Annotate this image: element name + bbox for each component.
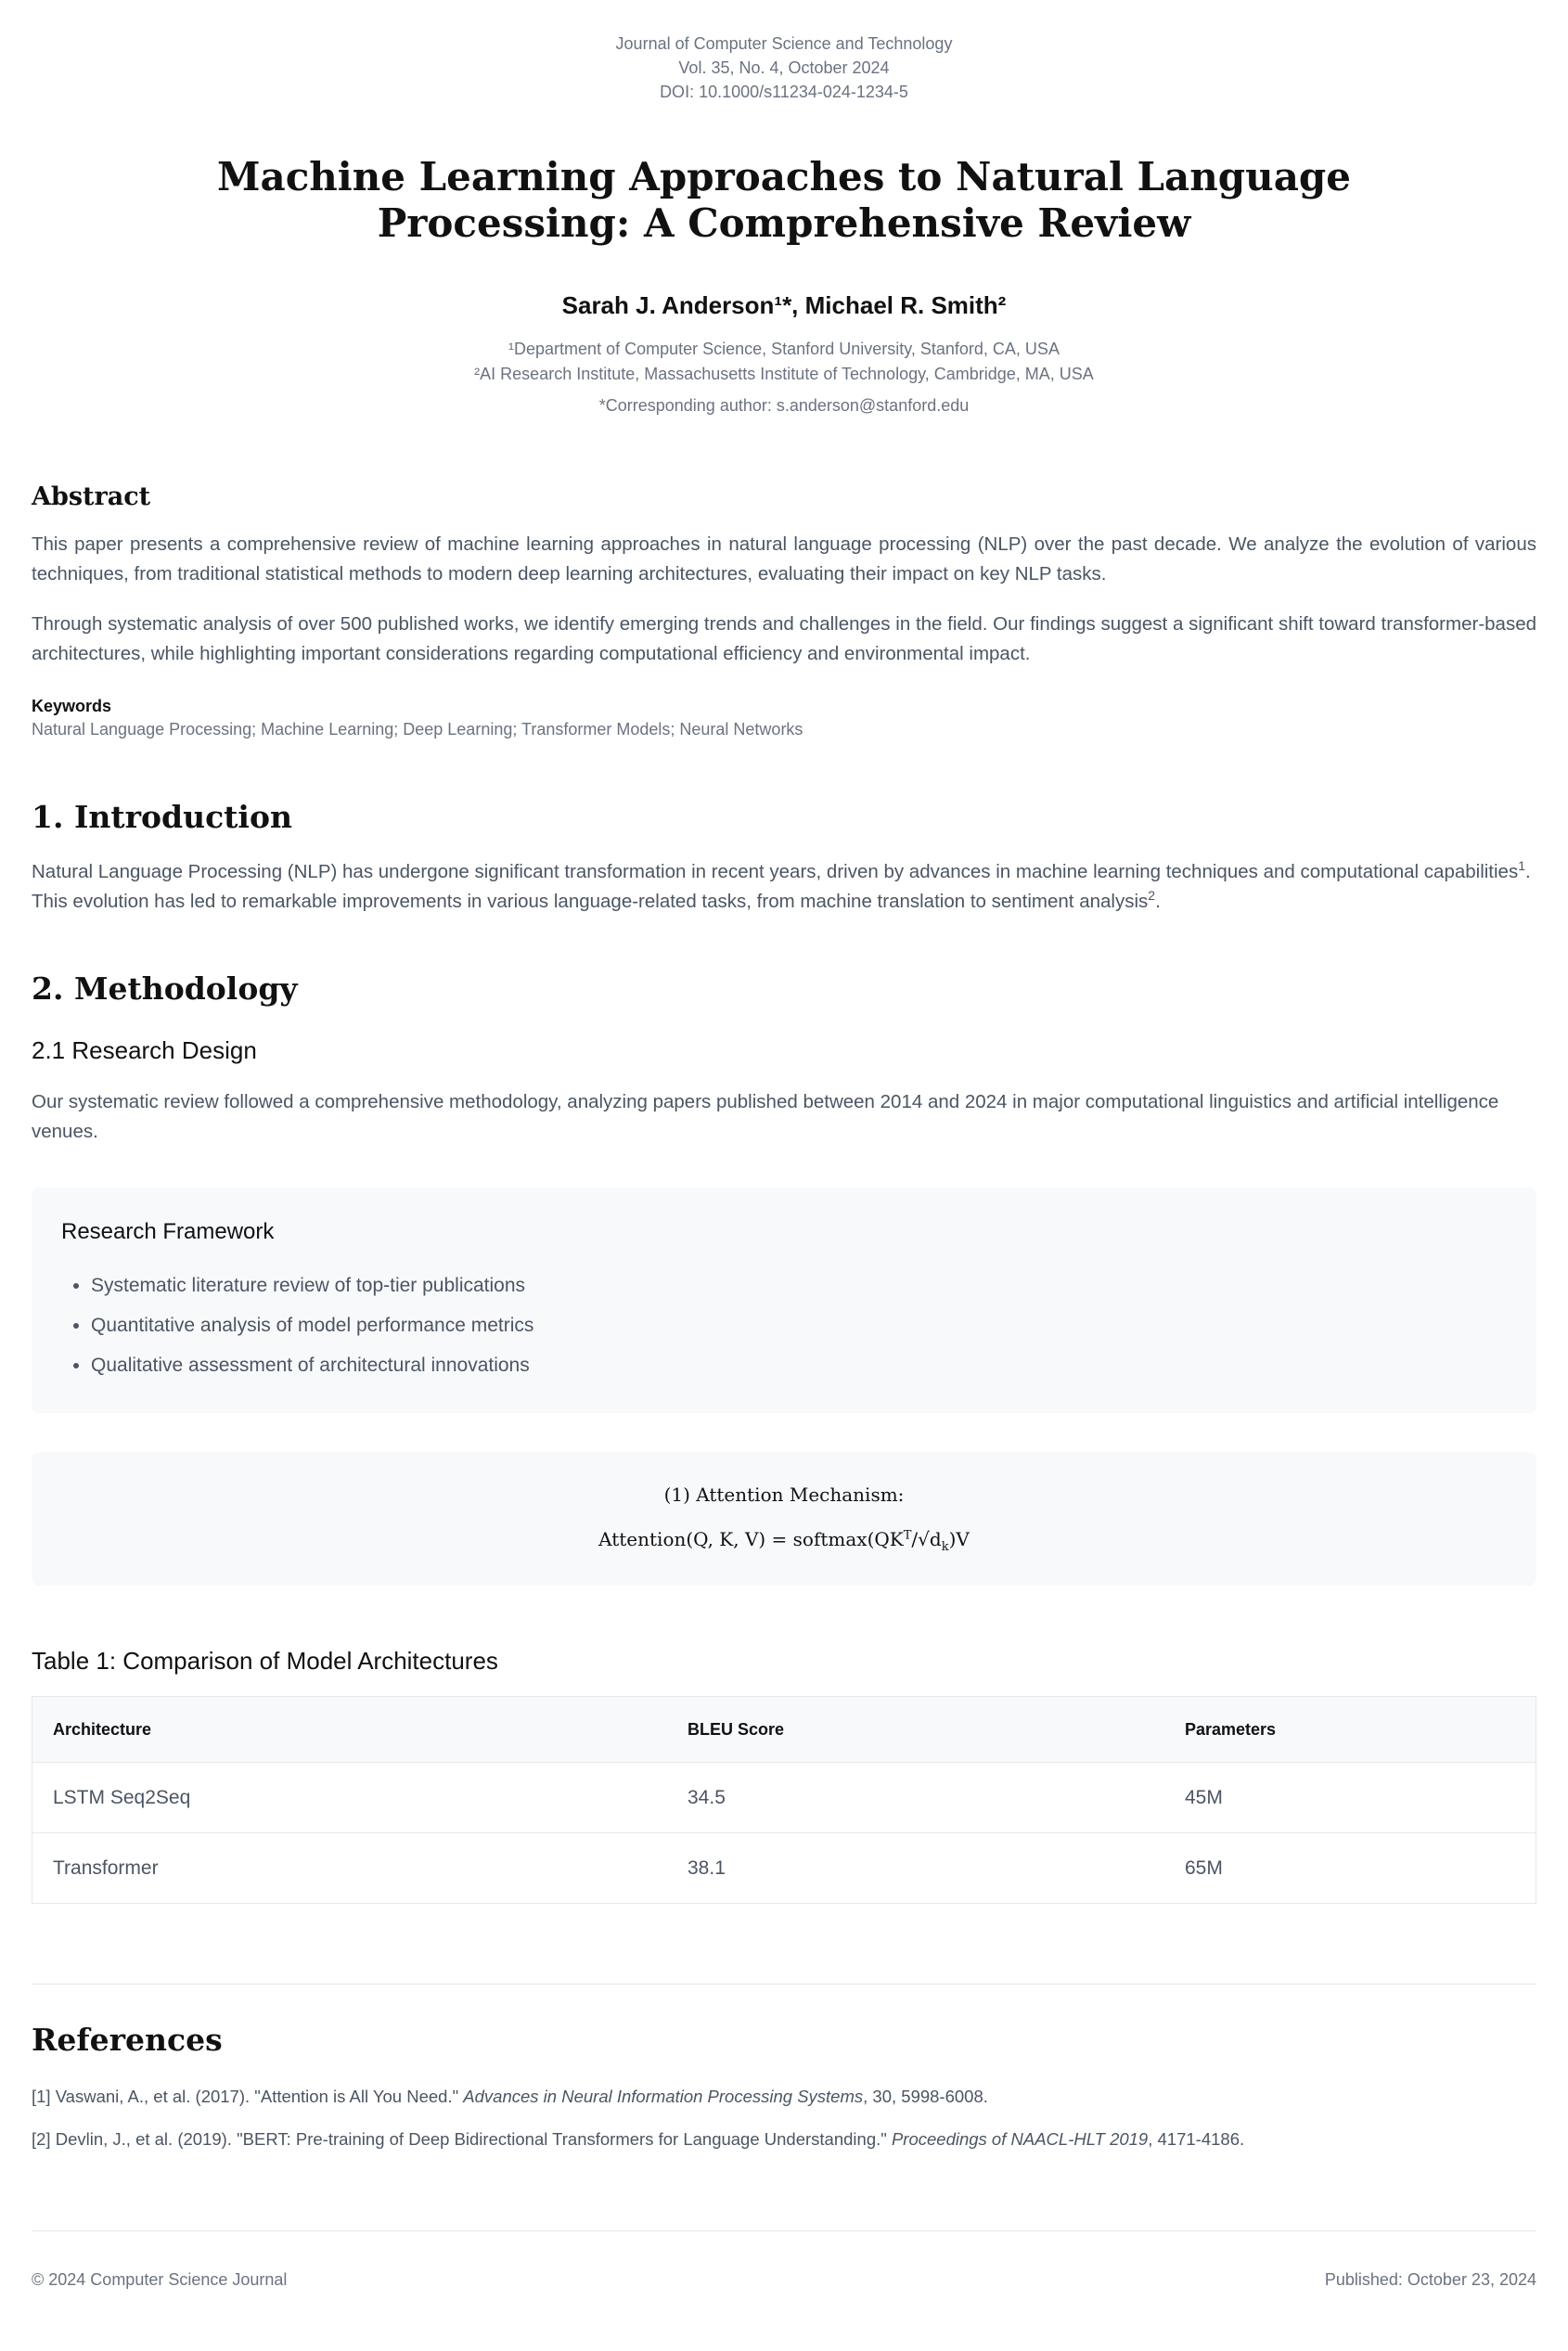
affiliation-2: ²AI Research Institute, Massachusetts Institute of Technology, Cambridge, MA, USA	[474, 365, 1094, 383]
author-list: Sarah J. Anderson¹*, Michael R. Smith²	[561, 291, 1007, 319]
equation-label: (1) Attention Mechanism:	[663, 1484, 905, 1506]
intro-text-3: .	[1155, 891, 1161, 912]
attention-equation	[50, 1528, 1518, 1554]
header-architecture: Architecture	[32, 1697, 668, 1763]
footer-divider	[32, 2230, 1536, 2231]
eq-lhs: Attention(Q, K, V) = softmax(QK	[598, 1528, 904, 1550]
ref-1-text: [1] Vaswani, A., et al. (2017). "Attention is All You Need."	[32, 2087, 464, 2106]
list-item: • Qualitative assessment of architectural innovations	[91, 1345, 1507, 1385]
cell-architecture: Transformer	[32, 1833, 668, 1904]
header-parameters: Parameters	[1164, 1697, 1536, 1763]
journal-name: Journal of Computer Science and Technology	[615, 34, 953, 53]
journal-volume: Vol. 35, No. 4, October 2024	[678, 58, 890, 77]
reference-item-2	[32, 2126, 1536, 2152]
keywords-list: Natural Language Processing; Machine Learning; Deep Learning; Transformer Models; Neural Networks	[32, 720, 803, 739]
citation-2[interactable]: 2	[1148, 888, 1156, 904]
journal-header	[32, 0, 1536, 104]
table-header-row	[32, 1697, 1536, 1763]
eq-sub: k	[941, 1540, 949, 1554]
abstract-paragraph-1: This paper presents a comprehensive review of machine learning approaches in natural language processing (NLP) over the past decade. We analyze the evolution of various techniques, from traditional statistical methods to modern deep learning architectures, evaluating their impact on key NLP tasks.	[32, 533, 1536, 585]
references-heading: References	[32, 2022, 223, 2058]
ref-1-venue: Advances in Neural Information Processing Systems	[463, 2087, 864, 2106]
cell-parameters: 45M	[1164, 1763, 1536, 1833]
equation-box	[32, 1452, 1536, 1586]
paper-content	[32, 0, 1536, 2290]
intro-text-2: . This evolution has led to remarkable improvements in various language-related tasks, from machine translation to sentiment analysis	[32, 861, 1531, 912]
methodology-heading: 2. Methodology	[32, 970, 298, 1007]
comparison-table	[32, 1696, 1536, 1904]
intro-text-1: Natural Language Processing (NLP) has undergone significant transformation in recent years, driven by advances in machine learning techniques and computational capabilities	[32, 861, 1519, 882]
references-divider	[32, 1984, 1536, 1985]
research-design-heading: 2.1 Research Design	[32, 1036, 257, 1064]
corresponding-author: *Corresponding author: s.anderson@stanford.edu	[598, 396, 970, 415]
page-footer	[32, 2270, 1536, 2290]
research-framework-box	[32, 1188, 1536, 1413]
cell-bleu-score: 34.5	[667, 1763, 1164, 1833]
table-title: Table 1: Comparison of Model Architectures	[32, 1647, 498, 1675]
research-framework-title: Research Framework	[61, 1219, 275, 1244]
affiliations	[32, 337, 1536, 387]
ref-1-suffix: , 30, 5998-6008.	[863, 2087, 988, 2106]
introduction-heading: 1. Introduction	[32, 799, 292, 835]
keywords-label: Keywords	[32, 697, 112, 715]
ref-2-venue: Proceedings of NAACL-HLT 2019	[891, 2129, 1149, 2149]
paper-title: Machine Learning Approaches to Natural Language Processing: A Comprehensive Review	[216, 154, 1352, 246]
table-row	[32, 1763, 1536, 1833]
eq-mid: /√d	[911, 1528, 942, 1550]
reference-item-1	[32, 2084, 1536, 2110]
eq-sup: T	[903, 1528, 912, 1543]
list-item: • Systematic literature review of top-tier publications	[91, 1265, 1507, 1305]
table-row	[32, 1833, 1536, 1904]
footer-copyright: © 2024 Computer Science Journal	[32, 2270, 288, 2289]
header-bleu-score: BLEU Score	[667, 1697, 1164, 1763]
cell-architecture: LSTM Seq2Seq	[32, 1763, 668, 1833]
research-framework-list	[61, 1265, 1507, 1385]
research-design-paragraph: Our systematic review followed a comprehensive methodology, analyzing papers published between 2014 and 2024 in major computational linguistics and artificial intelligence venues.	[32, 1091, 1499, 1142]
cell-parameters: 65M	[1164, 1833, 1536, 1904]
journal-doi[interactable]: DOI: 10.1000/s11234-024-1234-5	[660, 83, 908, 101]
ref-2-suffix: , 4171-4186.	[1148, 2129, 1245, 2149]
cell-bleu-score: 38.1	[667, 1833, 1164, 1904]
ref-2-text: [2] Devlin, J., et al. (2019). "BERT: Pre-training of Deep Bidirectional Transformers for Language Understanding."	[32, 2129, 892, 2149]
citation-1[interactable]: 1	[1518, 858, 1526, 874]
abstract-paragraph-2: Through systematic analysis of over 500 published works, we identify emerging trends and challenges in the field. Our findings suggest a significant shift toward transformer-based architectures, while highlighting important considerations regarding computational efficiency and environmental impact.	[32, 613, 1536, 664]
footer-published-date: Published: October 23, 2024	[1324, 2270, 1536, 2289]
introduction-paragraph	[32, 857, 1536, 917]
affiliation-1: ¹Department of Computer Science, Stanford University, Stanford, CA, USA	[508, 340, 1060, 358]
abstract-heading: Abstract	[32, 482, 151, 511]
list-item: • Quantitative analysis of model performance metrics	[91, 1305, 1507, 1345]
eq-end: )V	[948, 1528, 970, 1550]
